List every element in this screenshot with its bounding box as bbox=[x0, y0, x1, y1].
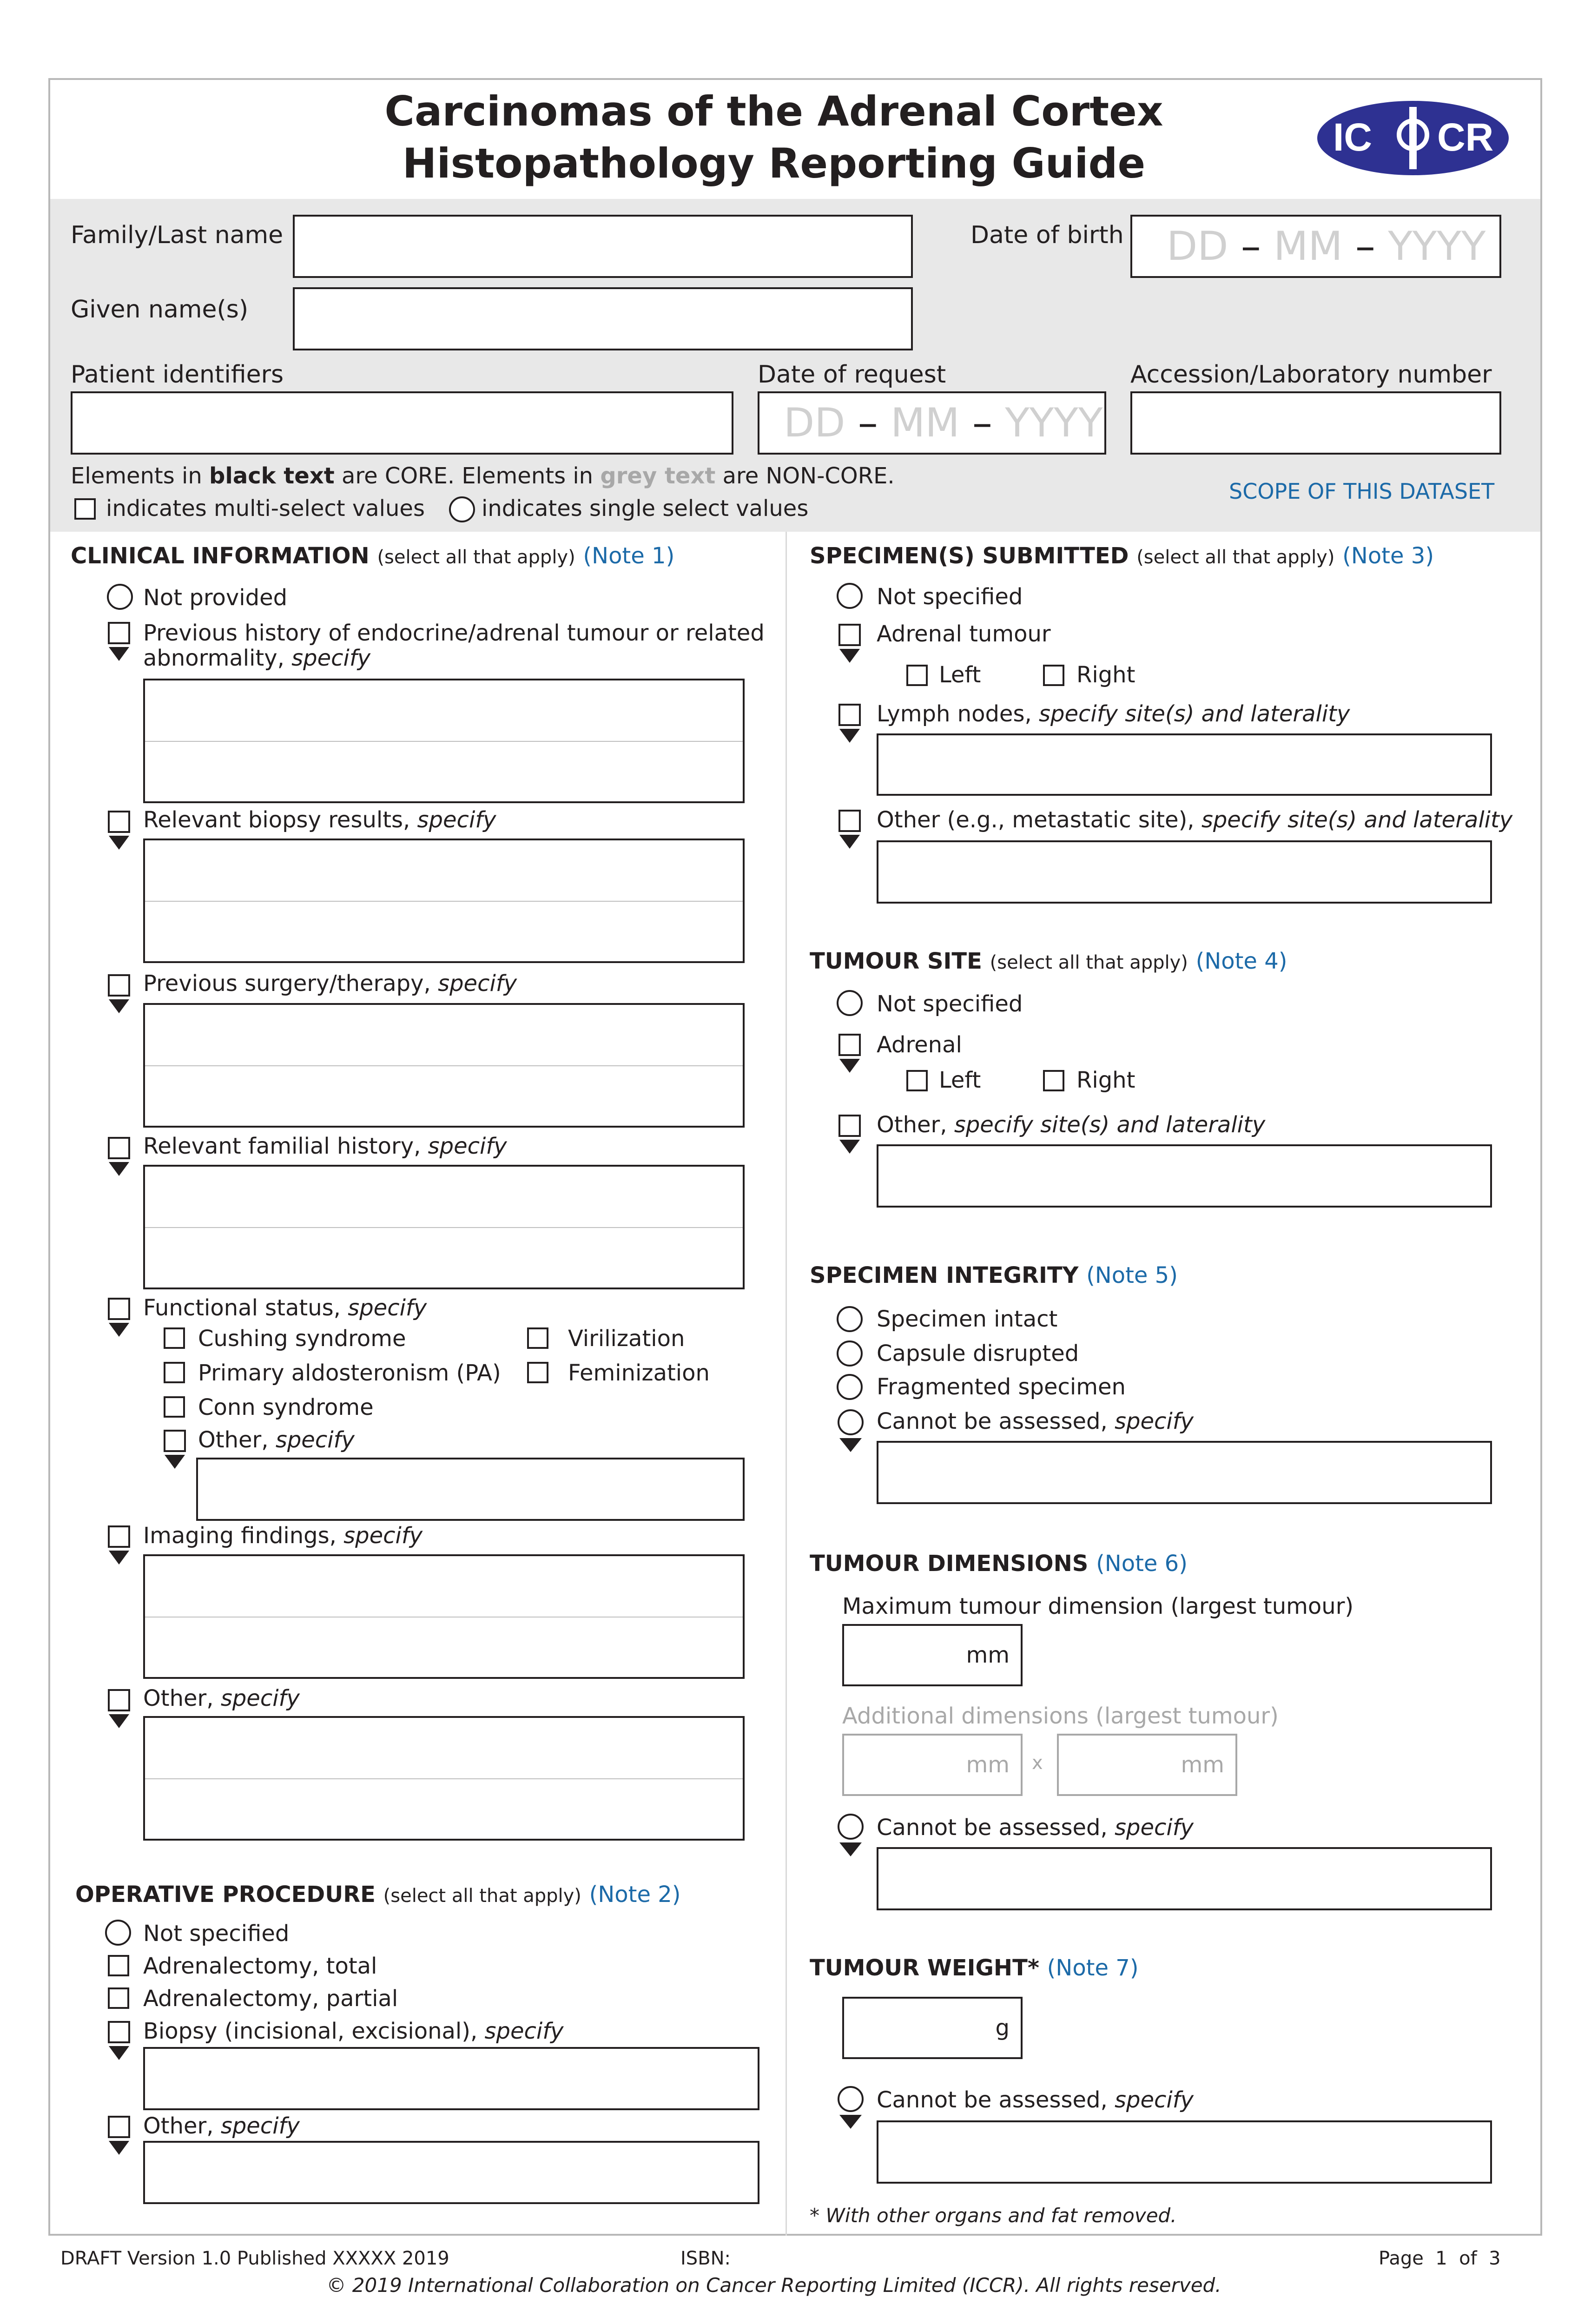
adrenalectomy-partial-checkbox[interactable] bbox=[108, 1987, 129, 2009]
surgery-therapy-checkbox[interactable] bbox=[107, 973, 131, 1015]
adrenal-tumour-checkbox[interactable] bbox=[838, 623, 862, 665]
clinical-section-title: CLINICAL INFORMATION (select all that apply) (Note 1) bbox=[71, 543, 675, 569]
operative-not-specified-label: Not specified bbox=[143, 1921, 290, 1947]
integrity-note-link[interactable]: Note 5 bbox=[1095, 1262, 1169, 1288]
prev-history-label-line2: abnormality, specify bbox=[143, 645, 371, 671]
given-names-label: Given name(s) bbox=[71, 296, 249, 324]
site-other-label: Other, specify site(s) and laterality bbox=[877, 1112, 1266, 1138]
given-names-field[interactable] bbox=[293, 287, 913, 350]
operative-section-title: OPERATIVE PROCEDURE (select all that apply) (Note 2) bbox=[75, 1882, 681, 1908]
operative-other-checkbox[interactable] bbox=[107, 2115, 131, 2157]
other-functional-checkbox[interactable] bbox=[163, 1429, 187, 1471]
specimens-right-label: Right bbox=[1076, 662, 1135, 688]
operative-biopsy-checkbox[interactable] bbox=[107, 2020, 131, 2062]
cushing-label: Cushing syndrome bbox=[198, 1326, 406, 1352]
weight-footnote: * With other organs and fat removed. bbox=[810, 2204, 1177, 2227]
dimension-times-sign: x bbox=[1032, 1752, 1043, 1774]
date-of-request-field[interactable]: DD – MM – YYYY bbox=[758, 391, 1106, 455]
specimens-section-title: SPECIMEN(S) SUBMITTED (select all that apply) (Note 3) bbox=[810, 543, 1434, 569]
integrity-cannot-radio[interactable] bbox=[837, 1408, 865, 1454]
footer-copyright: © 2019 International Collaboration on Cancer Reporting Limited (ICCR). All rights reserved. bbox=[326, 2274, 1221, 2297]
specimens-left-label: Left bbox=[939, 662, 981, 688]
imaging-label: Imaging findings, specify bbox=[143, 1523, 423, 1549]
integrity-intact-radio[interactable] bbox=[837, 1306, 863, 1332]
cushing-checkbox[interactable] bbox=[164, 1327, 185, 1349]
site-adrenal-checkbox[interactable] bbox=[838, 1033, 862, 1075]
weight-cannot-label: Cannot be assessed, specify bbox=[877, 2087, 1194, 2113]
specimens-not-specified-radio[interactable] bbox=[837, 583, 863, 609]
dimensions-cannot-textbox[interactable] bbox=[877, 1847, 1492, 1910]
operative-other-label: Other, specify bbox=[143, 2113, 300, 2139]
virilization-label: Virilization bbox=[568, 1326, 685, 1352]
adrenalectomy-total-label: Adrenalectomy, total bbox=[143, 1953, 377, 1979]
imaging-checkbox[interactable] bbox=[107, 1525, 131, 1566]
integrity-fragmented-radio[interactable] bbox=[837, 1374, 863, 1400]
pa-checkbox[interactable] bbox=[164, 1362, 185, 1383]
adrenalectomy-total-checkbox[interactable] bbox=[108, 1955, 129, 1976]
integrity-capsule-radio[interactable] bbox=[837, 1340, 863, 1367]
clinical-note-link[interactable]: Note 1 bbox=[592, 543, 666, 569]
weight-unit: g bbox=[995, 2015, 1010, 2041]
specimens-other-label: Other (e.g., metastatic site), specify site(s) and laterality bbox=[877, 807, 1513, 833]
additional-dimensions-label: Additional dimensions (largest tumour) bbox=[842, 1703, 1279, 1729]
adrenalectomy-partial-label: Adrenalectomy, partial bbox=[143, 1986, 398, 2012]
specimens-note-link[interactable]: Note 3 bbox=[1351, 543, 1426, 569]
familial-history-textbox[interactable] bbox=[143, 1165, 745, 1289]
integrity-fragmented-label: Fragmented specimen bbox=[877, 1374, 1126, 1400]
dob-label: Date of birth bbox=[970, 221, 1124, 249]
prev-history-label-line1: Previous history of endocrine/adrenal tumour or related bbox=[143, 620, 765, 646]
site-left-checkbox[interactable] bbox=[906, 1070, 928, 1091]
footer-version: DRAFT Version 1.0 Published XXXXX 2019 bbox=[60, 2248, 449, 2269]
weight-note-link[interactable]: Note 7 bbox=[1056, 1955, 1130, 1981]
dob-field[interactable]: DD – MM – YYYY bbox=[1130, 215, 1501, 278]
accession-label: Accession/Laboratory number bbox=[1130, 361, 1492, 389]
specimens-other-textbox[interactable] bbox=[877, 840, 1492, 904]
site-not-specified-radio[interactable] bbox=[837, 990, 863, 1016]
site-other-textbox[interactable] bbox=[877, 1144, 1492, 1208]
specimens-other-checkbox[interactable] bbox=[838, 809, 862, 851]
lymph-nodes-label: Lymph nodes, specify site(s) and laterality bbox=[877, 701, 1350, 727]
additional-dimension-field-2[interactable] bbox=[1057, 1734, 1237, 1796]
legend-core-text: Elements in black text are CORE. Elements in grey text are NON-CORE. bbox=[71, 463, 895, 489]
page-title-line2: Histopathology Reporting Guide bbox=[402, 139, 1146, 187]
operative-biopsy-label: Biopsy (incisional, excisional), specify bbox=[143, 2018, 564, 2044]
integrity-cannot-label: Cannot be assessed, specify bbox=[877, 1408, 1194, 1434]
date-of-request-label: Date of request bbox=[758, 361, 946, 389]
operative-not-specified-radio[interactable] bbox=[105, 1920, 131, 1946]
lymph-nodes-textbox[interactable] bbox=[877, 733, 1492, 796]
prev-history-textbox[interactable] bbox=[143, 679, 745, 803]
surgery-therapy-textbox[interactable] bbox=[143, 1003, 745, 1128]
additional-dimension-field-1[interactable] bbox=[842, 1734, 1023, 1796]
conn-label: Conn syndrome bbox=[198, 1394, 374, 1420]
operative-other-textbox[interactable] bbox=[143, 2141, 759, 2204]
accession-field[interactable] bbox=[1130, 391, 1501, 455]
pa-label: Primary aldosteronism (PA) bbox=[198, 1360, 501, 1386]
column-divider bbox=[786, 532, 787, 2236]
familial-history-checkbox[interactable] bbox=[107, 1136, 131, 1178]
clinical-not-provided-label: Not provided bbox=[143, 585, 288, 611]
max-dimension-label: Maximum tumour dimension (largest tumour) bbox=[842, 1593, 1354, 1619]
biopsy-results-textbox[interactable] bbox=[143, 838, 745, 963]
virilization-checkbox[interactable] bbox=[527, 1327, 548, 1349]
clinical-other-checkbox[interactable] bbox=[107, 1688, 131, 1730]
familial-history-label: Relevant familial history, specify bbox=[143, 1133, 507, 1159]
specimens-not-specified-label: Not specified bbox=[877, 584, 1023, 610]
site-adrenal-label: Adrenal bbox=[877, 1032, 962, 1058]
footer-isbn: ISBN: bbox=[680, 2248, 731, 2269]
dimensions-cannot-radio[interactable] bbox=[837, 1813, 865, 1858]
imaging-textbox[interactable] bbox=[143, 1554, 745, 1679]
lymph-nodes-checkbox[interactable] bbox=[838, 703, 862, 745]
family-name-label: Family/Last name bbox=[71, 221, 284, 249]
operative-note-link[interactable]: Note 2 bbox=[598, 1882, 672, 1908]
feminization-checkbox[interactable] bbox=[527, 1362, 548, 1383]
clinical-not-provided-radio[interactable] bbox=[107, 584, 133, 610]
scope-link[interactable]: SCOPE OF THIS DATASET bbox=[1229, 479, 1495, 504]
patient-identifiers-field[interactable] bbox=[71, 391, 733, 455]
multi-select-legend-checkbox bbox=[74, 498, 96, 520]
family-name-field[interactable] bbox=[293, 215, 913, 278]
weight-section-title: TUMOUR WEIGHT* (Note 7) bbox=[810, 1955, 1139, 1981]
functional-status-checkbox[interactable] bbox=[107, 1297, 131, 1339]
operative-biopsy-textbox[interactable] bbox=[143, 2047, 759, 2110]
iccr-logo bbox=[1315, 99, 1511, 178]
weight-cannot-radio[interactable] bbox=[837, 2085, 865, 2131]
page-title-line1: Carcinomas of the Adrenal Cortex bbox=[384, 87, 1163, 135]
biopsy-results-label: Relevant biopsy results, specify bbox=[143, 807, 496, 833]
max-dimension-unit: mm bbox=[966, 1642, 1010, 1668]
site-left-label: Left bbox=[939, 1067, 981, 1093]
site-not-specified-label: Not specified bbox=[877, 991, 1023, 1017]
site-right-checkbox[interactable] bbox=[1043, 1070, 1064, 1091]
conn-checkbox[interactable] bbox=[164, 1396, 185, 1418]
single-select-legend-text: indicates single select values bbox=[482, 495, 809, 522]
clinical-other-textbox[interactable] bbox=[143, 1716, 745, 1841]
dimensions-cannot-label: Cannot be assessed, specify bbox=[877, 1815, 1194, 1841]
logo-text-right: CR bbox=[1437, 115, 1494, 159]
surgery-therapy-label: Previous surgery/therapy, specify bbox=[143, 971, 517, 997]
additional-dimension-unit-1: mm bbox=[966, 1752, 1010, 1778]
additional-dimension-unit-2: mm bbox=[1181, 1752, 1224, 1778]
feminization-label: Feminization bbox=[568, 1360, 710, 1386]
integrity-cannot-textbox[interactable] bbox=[877, 1441, 1492, 1504]
prev-history-checkbox[interactable] bbox=[107, 621, 131, 663]
weight-field[interactable] bbox=[842, 1997, 1023, 2059]
adrenal-tumour-label: Adrenal tumour bbox=[877, 621, 1051, 647]
clinical-other-label: Other, specify bbox=[143, 1685, 300, 1711]
site-note-link[interactable]: Note 4 bbox=[1204, 948, 1279, 974]
multi-select-legend-text: indicates multi-select values bbox=[106, 495, 425, 522]
site-right-label: Right bbox=[1076, 1067, 1135, 1093]
other-functional-textbox[interactable] bbox=[196, 1458, 745, 1521]
max-dimension-field[interactable] bbox=[842, 1624, 1023, 1686]
integrity-section-title: SPECIMEN INTEGRITY (Note 5) bbox=[810, 1262, 1178, 1288]
single-select-legend-radio bbox=[449, 496, 475, 522]
integrity-capsule-label: Capsule disrupted bbox=[877, 1340, 1079, 1367]
other-functional-label: Other, specify bbox=[198, 1427, 355, 1453]
functional-status-label: Functional status, specify bbox=[143, 1295, 427, 1321]
integrity-intact-label: Specimen intact bbox=[877, 1306, 1058, 1332]
footer-page-number: Page 1 of 3 bbox=[1379, 2248, 1501, 2269]
specimens-right-checkbox[interactable] bbox=[1043, 665, 1064, 686]
logo-text-left: IC bbox=[1333, 115, 1372, 159]
specimens-left-checkbox[interactable] bbox=[906, 665, 928, 686]
site-other-checkbox[interactable] bbox=[838, 1114, 862, 1155]
weight-cannot-textbox[interactable] bbox=[877, 2120, 1492, 2184]
dimensions-note-link[interactable]: Note 6 bbox=[1104, 1551, 1179, 1577]
dimensions-section-title: TUMOUR DIMENSIONS (Note 6) bbox=[810, 1551, 1188, 1577]
biopsy-results-checkbox[interactable] bbox=[107, 810, 131, 852]
patient-identifiers-label: Patient identifiers bbox=[71, 361, 284, 389]
site-section-title: TUMOUR SITE (select all that apply) (Note 4) bbox=[810, 948, 1287, 974]
